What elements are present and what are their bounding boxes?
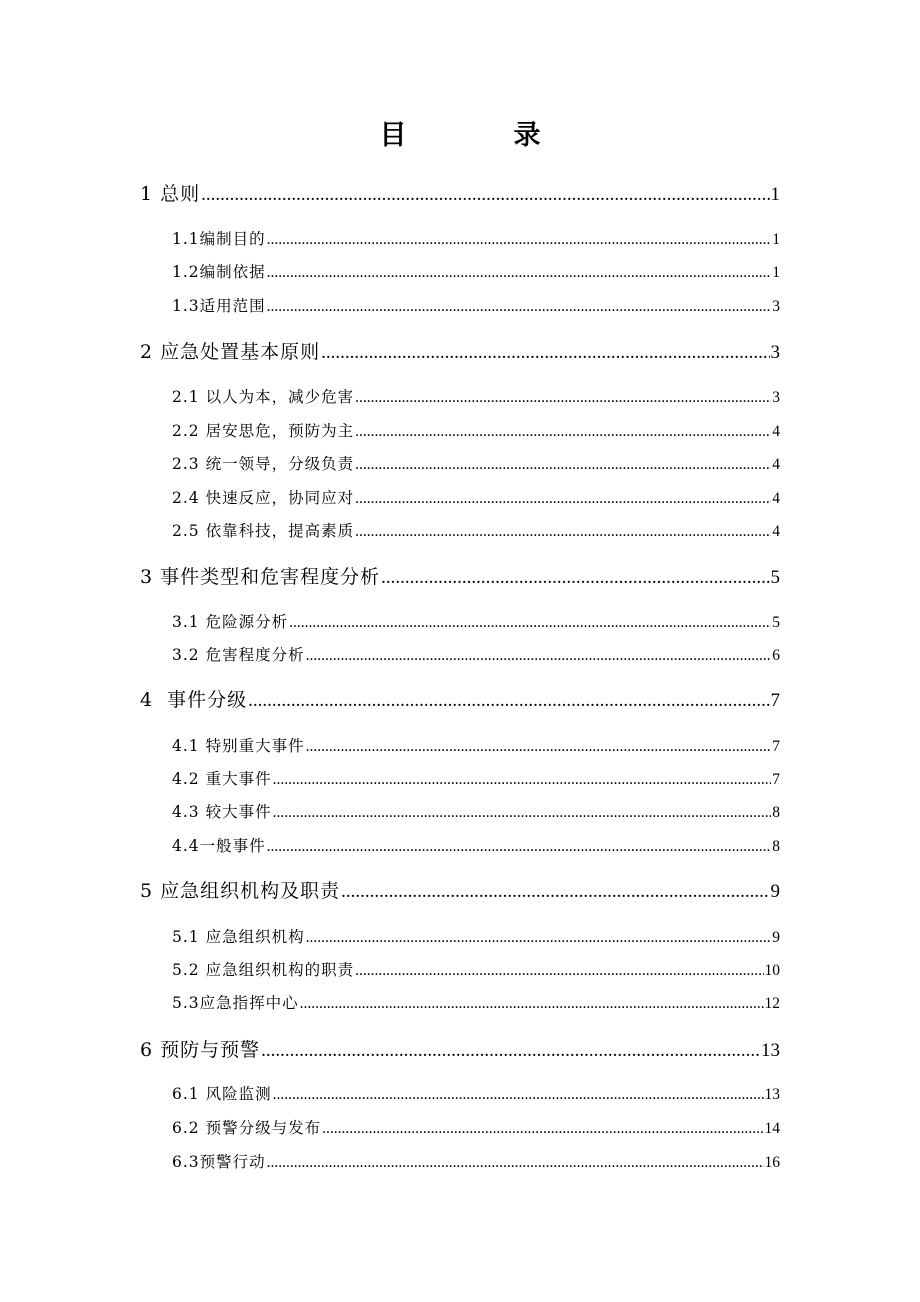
toc-entry-label: 2.3 统一领导，分级负责 — [172, 455, 355, 473]
toc-entry[interactable] — [172, 991, 780, 1015]
toc-entry[interactable] — [172, 486, 780, 510]
toc-entry-label: 2 应急处置基本原则 — [140, 341, 321, 363]
toc-entry-label: 5.3应急指挥中心 — [172, 994, 299, 1012]
toc-leader-dots — [355, 487, 771, 511]
toc-entry-page: 1 — [772, 264, 780, 281]
toc-leader-dots — [261, 1037, 760, 1065]
toc-leader-dots — [273, 801, 772, 825]
toc-entry-page: 8 — [772, 804, 780, 821]
toc-entry[interactable] — [172, 958, 780, 982]
toc-entry-label: 4.2 重大事件 — [172, 770, 272, 788]
toc-entry-page: 10 — [764, 962, 780, 979]
toc-leader-dots — [341, 878, 769, 906]
toc-entry[interactable] — [172, 452, 780, 476]
toc-entry-label: 1 总则 — [140, 183, 201, 205]
toc-entry-page: 3 — [772, 389, 780, 406]
toc-leader-dots — [355, 386, 771, 410]
toc-leader-dots — [355, 520, 771, 544]
toc-leader-dots — [306, 644, 772, 668]
toc-entry-label: 6 预防与预警 — [140, 1039, 261, 1061]
toc-entry[interactable] — [172, 260, 780, 284]
toc-entry[interactable] — [140, 338, 780, 366]
toc-entry-page: 9 — [772, 929, 780, 946]
toc-leader-dots — [355, 453, 771, 477]
toc-leader-dots — [273, 1083, 764, 1107]
toc-entry-label: 2.1 以人为本，减少危害 — [172, 388, 355, 406]
toc-leader-dots — [355, 959, 763, 983]
toc-entry-label: 1.3适用范围 — [172, 297, 266, 315]
toc-entry-label: 4.1 特别重大事件 — [172, 737, 305, 755]
toc-entry-label: 4.4一般事件 — [172, 837, 266, 855]
toc-entry-label: 4.3 较大事件 — [172, 803, 272, 821]
toc-entry-label: 3.2 危害程度分析 — [172, 646, 305, 664]
toc-entry-page: 5 — [772, 614, 780, 631]
toc-entry-page: 3 — [770, 342, 780, 363]
toc-entry-page: 13 — [761, 1040, 780, 1061]
toc-entry-label: 6.3预警行动 — [172, 1153, 266, 1171]
toc-leader-dots — [267, 295, 772, 319]
toc-entry-page: 4 — [772, 456, 780, 473]
toc-entry[interactable] — [172, 419, 780, 443]
toc-entry[interactable] — [140, 180, 780, 208]
toc-entry-page: 16 — [764, 1154, 780, 1171]
toc-entry-page: 14 — [764, 1120, 780, 1137]
toc-entry[interactable] — [172, 610, 780, 634]
toc-entry[interactable] — [172, 227, 780, 251]
toc-leader-dots — [321, 339, 769, 367]
toc-entry-page: 7 — [772, 738, 780, 755]
toc-entry-label: 5.2 应急组织机构的职责 — [172, 961, 355, 979]
toc-entry-label: 3 事件类型和危害程度分析 — [140, 566, 381, 588]
toc-entry[interactable] — [172, 767, 780, 791]
toc-entry[interactable] — [172, 519, 780, 543]
toc-entry[interactable] — [172, 1150, 780, 1174]
toc-entry-page: 12 — [764, 995, 780, 1012]
toc-entry[interactable] — [140, 1036, 780, 1064]
toc-entry-label: 6.1 风险监测 — [172, 1085, 272, 1103]
toc-entry-page: 6 — [772, 647, 780, 664]
toc-entry-label: 2.2 居安思危，预防为主 — [172, 422, 355, 440]
toc-entry-label: 5 应急组织机构及职责 — [140, 880, 341, 902]
toc-entry-page: 8 — [772, 838, 780, 855]
toc-leader-dots — [381, 564, 769, 592]
toc-entry-label: 6.2 预警分级与发布 — [172, 1119, 322, 1137]
toc-leader-dots — [322, 1117, 763, 1141]
toc-entry-page: 3 — [772, 298, 780, 315]
toc-entry[interactable] — [172, 800, 780, 824]
toc-entry[interactable] — [172, 385, 780, 409]
toc-entry-label: 4 事件分级 — [140, 689, 248, 711]
toc-leader-dots — [267, 835, 772, 859]
toc-leader-dots — [267, 261, 772, 285]
toc-entry[interactable] — [140, 686, 780, 714]
toc-entry[interactable] — [172, 643, 780, 667]
toc-leader-dots — [273, 768, 772, 792]
toc-leader-dots — [248, 687, 769, 715]
toc-entry-page: 5 — [770, 567, 780, 588]
toc-entry-page: 9 — [770, 881, 780, 902]
toc-leader-dots — [306, 926, 772, 950]
toc-leader-dots — [267, 228, 772, 252]
toc-entry-page: 4 — [772, 423, 780, 440]
toc-leader-dots — [267, 1151, 764, 1175]
toc-entry[interactable] — [172, 734, 780, 758]
toc-entry-page: 7 — [772, 771, 780, 788]
toc-entry-label: 1.2编制依据 — [172, 263, 266, 281]
toc-title: 目 录 — [379, 120, 581, 151]
toc-entry-label: 5.1 应急组织机构 — [172, 928, 305, 946]
toc-entry-label: 2.4 快速反应，协同应对 — [172, 489, 355, 507]
toc-entry[interactable] — [140, 563, 780, 591]
toc-leader-dots — [355, 420, 771, 444]
toc-leader-dots — [289, 611, 771, 635]
toc-entry[interactable] — [172, 834, 780, 858]
toc-leader-dots — [201, 181, 769, 209]
toc-entry-label: 3.1 危险源分析 — [172, 613, 289, 631]
toc-entry-page: 7 — [770, 690, 780, 711]
toc-leader-dots — [300, 992, 764, 1016]
toc-entry-page: 4 — [772, 490, 780, 507]
toc-entry[interactable] — [172, 925, 780, 949]
toc-entry-page: 1 — [770, 184, 780, 205]
toc-entry-page: 1 — [772, 231, 780, 248]
toc-entry-page: 4 — [772, 523, 780, 540]
toc-entry-page: 13 — [764, 1086, 780, 1103]
toc-leader-dots — [306, 735, 772, 759]
toc-entry[interactable] — [172, 1082, 780, 1106]
toc-entry[interactable] — [172, 294, 780, 318]
toc-entry[interactable] — [140, 877, 780, 905]
toc-entry[interactable] — [172, 1116, 780, 1140]
toc-entry-label: 2.5 依靠科技，提高素质 — [172, 522, 355, 540]
toc-entry-label: 1.1编制目的 — [172, 230, 266, 248]
